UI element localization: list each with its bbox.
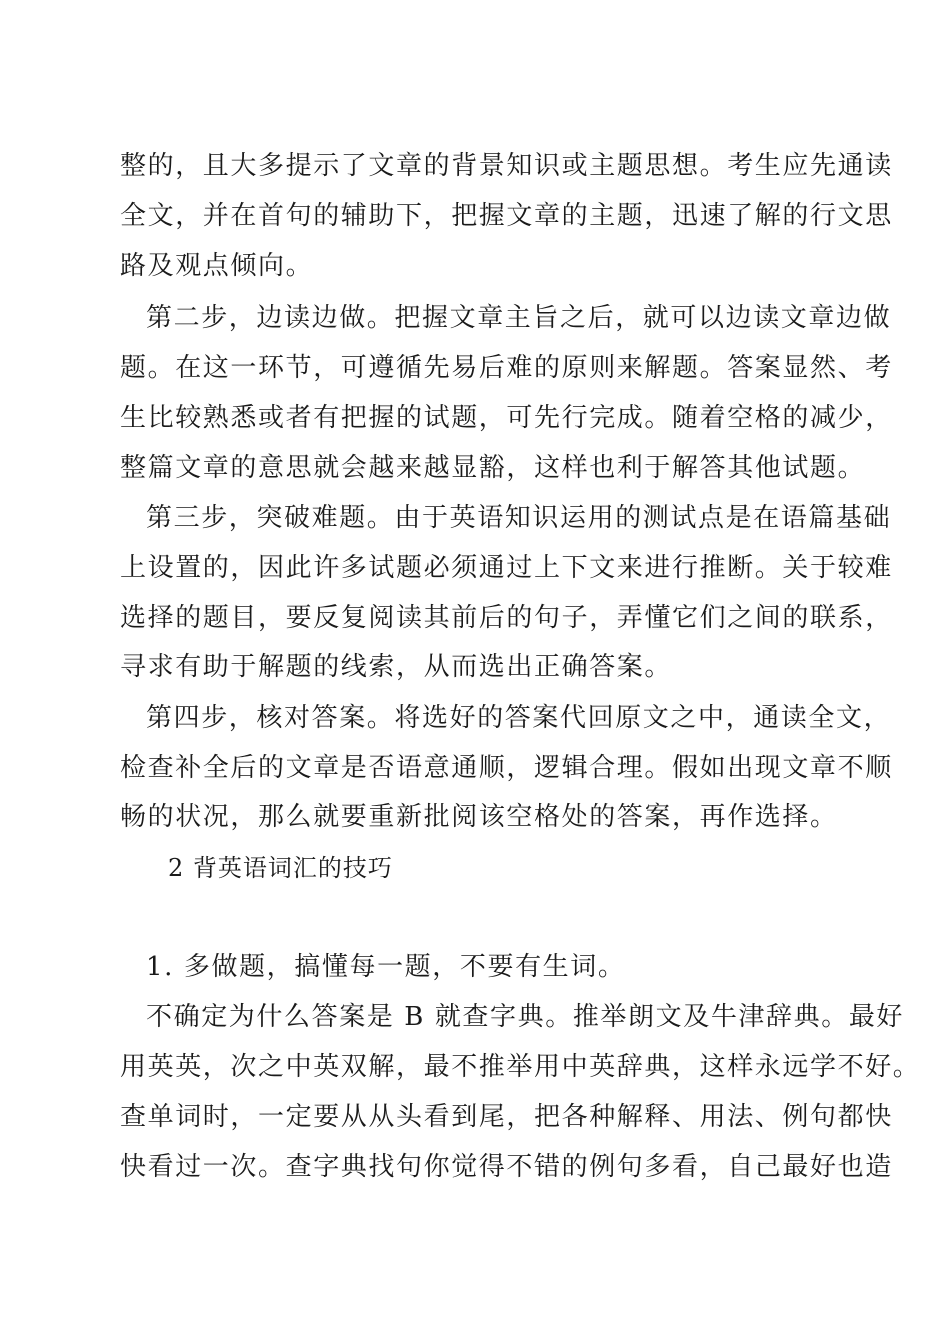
text-line: 第三步，突破难题。由于英语知识运用的测试点是在语篇基础	[146, 503, 892, 533]
text-line: 生比较熟悉或者有把握的试题，可先行完成。随着空格的减少，	[120, 403, 893, 433]
text-line: 1. 多做题，搞懂每一题，不要有生词。	[146, 952, 626, 982]
text-line: 全文，并在首句的辅助下，把握文章的主题，迅速了解的行文思	[120, 201, 893, 231]
text-line: 检查补全后的文章是否语意通顺，逻辑合理。假如出现文章不顺	[120, 753, 893, 783]
text-line: 选择的题目，要反复阅读其前后的句子，弄懂它们之间的联系，	[120, 603, 893, 633]
text-line: 寻求有助于解题的线索，从而选出正确答案。	[120, 652, 673, 682]
text-line: 畅的状况，那么就要重新批阅该空格处的答案，再作选择。	[120, 802, 838, 832]
text-line: 用英英，次之中英双解，最不推举用中英辞典，这样永远学不好。	[120, 1052, 921, 1082]
section-heading: 2 背英语词汇的技巧	[168, 854, 393, 882]
text-line: 不确定为什么答案是 B 就查字典。推举朗文及牛津辞典。最好	[146, 1002, 905, 1032]
text-line: 第二步，边读边做。把握文章主旨之后，就可以边读文章边做	[146, 303, 892, 333]
text-line: 上设置的，因此许多试题必须通过上下文来进行推断。关于较难	[120, 553, 893, 583]
text-line: 快看过一次。查字典找句你觉得不错的例句多看，自己最好也造	[120, 1152, 893, 1182]
text-line: 整篇文章的意思就会越来越显豁，这样也利于解答其他试题。	[120, 453, 866, 483]
text-line: 第四步，核对答案。将选好的答案代回原文之中，通读全文，	[146, 703, 892, 733]
text-line: 路及观点倾向。	[120, 251, 314, 281]
text-line: 整的，且大多提示了文章的背景知识或主题思想。考生应先通读	[120, 151, 893, 181]
text-line: 题。在这一环节，可遵循先易后难的原则来解题。答案显然、考	[120, 353, 893, 383]
text-line: 查单词时，一定要从从头看到尾，把各种解释、用法、例句都快	[120, 1102, 893, 1132]
